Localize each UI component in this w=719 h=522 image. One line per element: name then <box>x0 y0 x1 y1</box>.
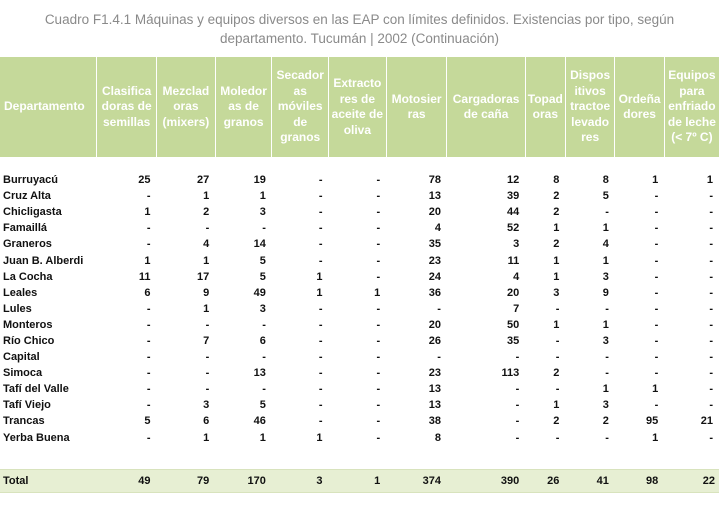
table-title <box>0 10 719 48</box>
header-motosierras: Motosier ras <box>386 57 447 157</box>
header-dispositivos: Dispos itivos tractoe levado res <box>565 57 614 157</box>
value-cell: - <box>709 318 713 331</box>
value-cell: 20 <box>428 318 441 331</box>
value-cell: - <box>318 222 323 235</box>
value-cell: 2 <box>553 367 560 380</box>
value-cell: 20 <box>428 206 441 219</box>
value-cell: - <box>605 351 609 364</box>
value-cell: - <box>555 431 560 444</box>
value-cell: 1 <box>316 286 323 299</box>
value-cell: 44 <box>507 206 520 219</box>
value-cell: - <box>262 318 266 331</box>
value-cell: - <box>376 302 381 315</box>
value-cell: - <box>515 415 520 428</box>
value-cell: 4 <box>434 222 441 235</box>
table-row <box>0 430 719 446</box>
value-cell: - <box>376 351 381 364</box>
value-cell: - <box>654 318 659 331</box>
value-cell: - <box>376 254 381 267</box>
value-cell: 41 <box>565 469 614 492</box>
table-row <box>0 269 719 285</box>
value-cell: - <box>515 383 520 396</box>
department-name: Río Chico <box>3 334 55 347</box>
value-cell: - <box>205 383 210 396</box>
header-ordenadores: Ordeña dores <box>615 57 664 157</box>
value-cell: 22 <box>664 469 719 492</box>
value-cell: - <box>376 270 381 283</box>
value-cell: 1 <box>706 174 713 187</box>
value-cell: 1 <box>553 222 560 235</box>
table-row <box>0 397 719 413</box>
value-cell: 5 <box>144 415 151 428</box>
value-cell: 36 <box>428 286 441 299</box>
value-cell: - <box>376 318 381 331</box>
department-name: Chicligasta <box>3 206 62 219</box>
value-cell: 1 <box>602 222 609 235</box>
value-cell: - <box>515 431 520 444</box>
value-cell: 35 <box>507 334 520 347</box>
value-cell: - <box>376 206 381 219</box>
value-cell: - <box>146 334 151 347</box>
value-cell: - <box>709 302 713 315</box>
value-cell: 8 <box>602 174 609 187</box>
department-name: Capital <box>3 351 40 364</box>
value-cell: - <box>146 302 151 315</box>
department-name: Graneros <box>3 238 52 251</box>
value-cell: - <box>654 399 659 412</box>
value-cell: - <box>318 190 323 203</box>
value-cell: - <box>376 174 381 187</box>
value-cell: 1 <box>203 254 210 267</box>
value-cell: - <box>654 334 659 347</box>
value-cell: - <box>605 206 609 219</box>
value-cell: - <box>709 367 713 380</box>
department-name: Monteros <box>3 318 53 331</box>
value-cell: 20 <box>507 286 520 299</box>
spacer-row <box>0 446 719 470</box>
value-cell: 23 <box>428 254 441 267</box>
value-cell: 6 <box>203 415 210 428</box>
value-cell: 8 <box>553 174 560 187</box>
department-name: Tafí Viejo <box>3 399 51 412</box>
value-cell: - <box>146 399 151 412</box>
value-cell: 24 <box>428 270 441 283</box>
table-row <box>0 317 719 333</box>
value-cell: - <box>318 334 323 347</box>
value-cell: 49 <box>97 469 157 492</box>
value-cell: - <box>654 254 659 267</box>
value-cell: - <box>709 399 713 412</box>
title-line-2: departamento. Tucumán | 2002 (Continuación) <box>220 31 499 46</box>
value-cell: - <box>146 367 151 380</box>
value-cell: - <box>205 318 210 331</box>
value-cell: 1 <box>553 270 560 283</box>
value-cell: 26 <box>525 469 565 492</box>
value-cell: 13 <box>253 367 266 380</box>
total-row <box>0 469 719 492</box>
value-cell: - <box>376 383 381 396</box>
value-cell: - <box>318 351 323 364</box>
value-cell: - <box>654 351 659 364</box>
value-cell: - <box>146 383 151 396</box>
value-cell: - <box>437 351 441 364</box>
value-cell: - <box>605 367 609 380</box>
value-cell: 5 <box>259 270 266 283</box>
value-cell: - <box>318 399 323 412</box>
value-cell: - <box>262 383 266 396</box>
value-cell: 1 <box>203 190 210 203</box>
table-row <box>0 301 719 317</box>
table-row <box>0 236 719 252</box>
value-cell: - <box>318 383 323 396</box>
department-name: Total <box>0 469 97 492</box>
value-cell: - <box>376 431 381 444</box>
value-cell: 1 <box>316 431 323 444</box>
value-cell: 1 <box>144 254 151 267</box>
value-cell: 2 <box>602 415 609 428</box>
header-equipos-enfriado: Equipos para enfriado de leche (< 7º C) <box>664 57 719 157</box>
value-cell: - <box>709 190 713 203</box>
value-cell: 170 <box>215 469 272 492</box>
value-cell: - <box>205 367 210 380</box>
value-cell: - <box>146 431 151 444</box>
value-cell: 5 <box>602 190 609 203</box>
value-cell: 1 <box>316 270 323 283</box>
value-cell: - <box>146 351 151 364</box>
value-cell: - <box>555 334 560 347</box>
value-cell: 3 <box>259 302 266 315</box>
department-name: Trancas <box>3 415 45 428</box>
value-cell: 14 <box>253 238 266 251</box>
value-cell: - <box>709 351 713 364</box>
value-cell: 2 <box>203 206 210 219</box>
value-cell: - <box>205 351 210 364</box>
value-cell: 2 <box>553 206 560 219</box>
value-cell: - <box>318 318 323 331</box>
value-cell: 1 <box>203 431 210 444</box>
value-cell: - <box>318 254 323 267</box>
department-name: Lules <box>3 302 32 315</box>
table-row <box>0 349 719 365</box>
value-cell: 7 <box>513 302 520 315</box>
value-cell: - <box>146 238 151 251</box>
value-cell: 1 <box>602 383 609 396</box>
value-cell: - <box>605 431 609 444</box>
value-cell: - <box>654 302 659 315</box>
value-cell: - <box>654 286 659 299</box>
value-cell: 2 <box>553 190 560 203</box>
value-cell: 4 <box>602 238 609 251</box>
value-cell: 1 <box>374 286 381 299</box>
value-cell: - <box>146 318 151 331</box>
header-row <box>0 57 719 157</box>
department-name: Cruz Alta <box>3 190 51 203</box>
value-cell: 13 <box>428 383 441 396</box>
value-cell: - <box>654 206 659 219</box>
value-cell: - <box>709 431 713 444</box>
value-cell: - <box>654 222 659 235</box>
spacer-row <box>0 157 719 172</box>
value-cell: 374 <box>386 469 447 492</box>
value-cell: 3 <box>272 469 329 492</box>
value-cell: - <box>709 238 713 251</box>
value-cell: 3 <box>602 270 609 283</box>
value-cell: - <box>605 302 609 315</box>
value-cell: 49 <box>253 286 266 299</box>
value-cell: 35 <box>428 238 441 251</box>
value-cell: 2 <box>553 415 560 428</box>
value-cell: - <box>205 222 210 235</box>
value-cell: - <box>654 270 659 283</box>
value-cell: 3 <box>602 334 609 347</box>
value-cell: 21 <box>700 415 713 428</box>
value-cell: 4 <box>203 238 210 251</box>
table-row <box>0 172 719 188</box>
value-cell: - <box>318 302 323 315</box>
value-cell: 1 <box>203 302 210 315</box>
value-cell: 11 <box>138 270 151 283</box>
value-cell: 4 <box>513 270 520 283</box>
value-cell: - <box>437 302 441 315</box>
value-cell: 12 <box>507 174 520 187</box>
value-cell: 13 <box>428 190 441 203</box>
department-name: Yerba Buena <box>3 431 70 444</box>
value-cell: 50 <box>507 318 520 331</box>
value-cell: 52 <box>507 222 520 235</box>
value-cell: - <box>555 302 560 315</box>
value-cell: 1 <box>329 469 387 492</box>
value-cell: - <box>555 351 560 364</box>
table-body <box>0 157 719 492</box>
value-cell: 7 <box>203 334 210 347</box>
table-row <box>0 220 719 236</box>
value-cell: 11 <box>507 254 520 267</box>
value-cell: 1 <box>602 254 609 267</box>
table-row <box>0 333 719 349</box>
header-topadoras: Topad oras <box>525 57 565 157</box>
value-cell: - <box>376 222 381 235</box>
value-cell: - <box>709 286 713 299</box>
machinery-table <box>0 57 719 493</box>
department-name: Simoca <box>3 367 43 380</box>
value-cell: - <box>318 367 323 380</box>
value-cell: - <box>709 206 713 219</box>
header-moledoras: Moledor as de granos <box>215 57 272 157</box>
value-cell: 6 <box>259 334 266 347</box>
value-cell: 19 <box>253 174 266 187</box>
value-cell: - <box>709 334 713 347</box>
value-cell: 17 <box>197 270 210 283</box>
value-cell: - <box>709 254 713 267</box>
value-cell: - <box>318 174 323 187</box>
value-cell: 1 <box>553 318 560 331</box>
table-row <box>0 188 719 204</box>
value-cell: - <box>146 222 151 235</box>
value-cell: 3 <box>602 399 609 412</box>
table-row <box>0 204 719 220</box>
value-cell: - <box>318 206 323 219</box>
value-cell: - <box>318 415 323 428</box>
department-name: Burruyacú <box>3 174 59 187</box>
value-cell: - <box>146 190 151 203</box>
value-cell: 9 <box>203 286 210 299</box>
value-cell: 1 <box>553 399 560 412</box>
value-cell: 1 <box>602 318 609 331</box>
value-cell: - <box>376 415 381 428</box>
department-name: Tafí del Valle <box>3 383 69 396</box>
value-cell: 38 <box>428 415 441 428</box>
table-row <box>0 365 719 381</box>
value-cell: 1 <box>259 431 266 444</box>
value-cell: 5 <box>259 254 266 267</box>
value-cell: 78 <box>428 174 441 187</box>
value-cell: - <box>318 238 323 251</box>
value-cell: - <box>376 367 381 380</box>
department-name: Leales <box>3 286 38 299</box>
department-name: Famaillá <box>3 222 48 235</box>
value-cell: - <box>709 383 713 396</box>
value-cell: 23 <box>428 367 441 380</box>
value-cell: 8 <box>434 431 441 444</box>
value-cell: 113 <box>501 367 520 380</box>
value-cell: - <box>654 190 659 203</box>
value-cell: 1 <box>652 174 659 187</box>
value-cell: 79 <box>157 469 216 492</box>
value-cell: - <box>376 399 381 412</box>
value-cell: 390 <box>447 469 525 492</box>
value-cell: - <box>654 367 659 380</box>
value-cell: - <box>515 351 520 364</box>
value-cell: 2 <box>553 238 560 251</box>
value-cell: 98 <box>615 469 664 492</box>
department-name: La Cocha <box>3 270 53 283</box>
header-departamento: Departamento <box>0 57 97 157</box>
value-cell: 46 <box>253 415 266 428</box>
value-cell: 9 <box>602 286 609 299</box>
value-cell: 1 <box>553 254 560 267</box>
value-cell: 3 <box>203 399 210 412</box>
table-row <box>0 413 719 429</box>
value-cell: - <box>555 383 560 396</box>
table-row <box>0 285 719 301</box>
value-cell: 1 <box>144 206 151 219</box>
table-row <box>0 381 719 397</box>
header-mezcladoras: Mezclad oras (mixers) <box>157 57 216 157</box>
header-extractores: Extracto res de aceite de oliva <box>329 57 387 157</box>
value-cell: 25 <box>138 174 151 187</box>
value-cell: - <box>515 399 520 412</box>
department-name: Juan B. Alberdi <box>3 254 84 267</box>
value-cell: 26 <box>428 334 441 347</box>
title-line-1: Cuadro F1.4.1 Máquinas y equipos diversos en las EAP con límites definidos. Existencias por tipo, según <box>44 12 675 27</box>
value-cell: - <box>376 238 381 251</box>
value-cell: 3 <box>513 238 520 251</box>
header-secadoras: Secador as móviles de granos <box>272 57 329 157</box>
value-cell: 3 <box>553 286 560 299</box>
value-cell: 95 <box>646 415 659 428</box>
value-cell: - <box>709 270 713 283</box>
header-clasificadoras: Clasifica doras de semillas <box>97 57 157 157</box>
value-cell: - <box>376 190 381 203</box>
value-cell: 27 <box>197 174 210 187</box>
value-cell: 13 <box>428 399 441 412</box>
value-cell: - <box>709 222 713 235</box>
header-cargadoras: Cargadoras de caña <box>447 57 525 157</box>
value-cell: 1 <box>652 383 659 396</box>
value-cell: 39 <box>507 190 520 203</box>
value-cell: - <box>376 334 381 347</box>
value-cell: 3 <box>259 206 266 219</box>
value-cell: 6 <box>144 286 151 299</box>
value-cell: - <box>262 351 266 364</box>
value-cell: 1 <box>652 431 659 444</box>
table-row <box>0 252 719 268</box>
value-cell: 1 <box>259 190 266 203</box>
value-cell: - <box>262 222 266 235</box>
value-cell: - <box>654 238 659 251</box>
value-cell: 5 <box>259 399 266 412</box>
